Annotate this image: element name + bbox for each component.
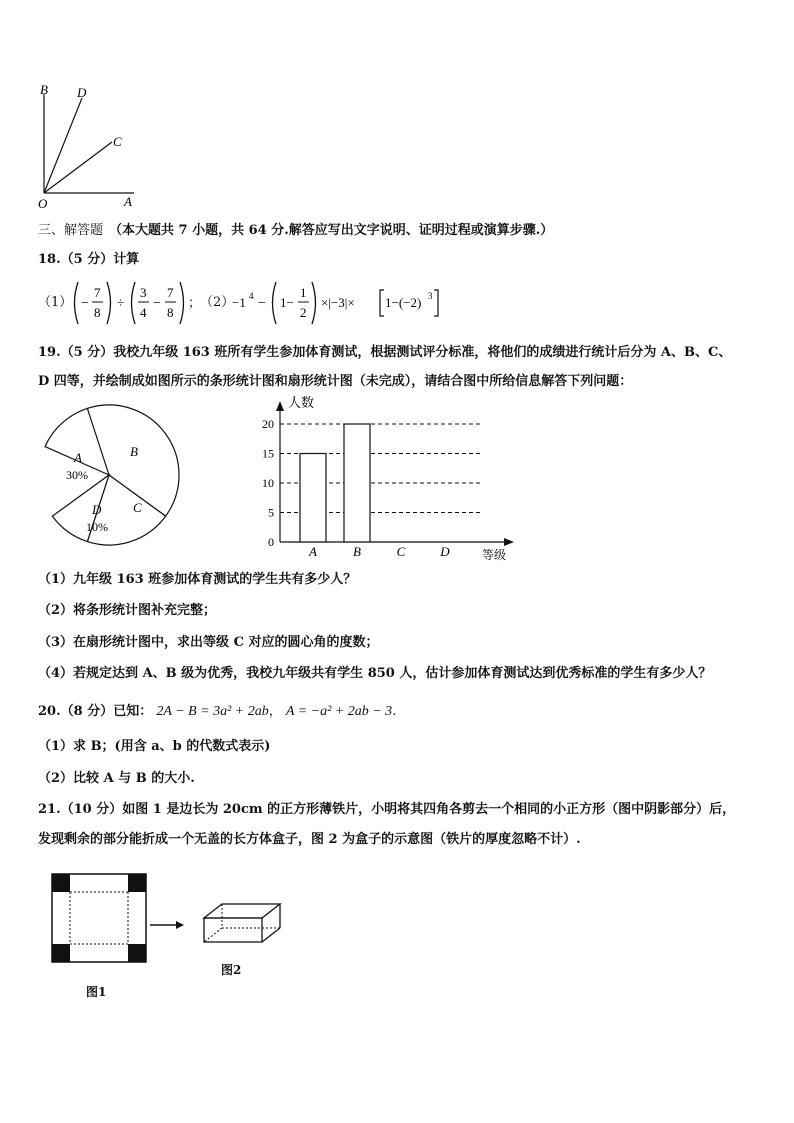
svg-text:；: ；: [188, 295, 202, 310]
svg-text:1: 1: [300, 285, 307, 300]
q20-sep: ，: [268, 704, 282, 719]
label-O: O: [38, 196, 48, 211]
svg-text:1−(−2): 1−(−2): [385, 295, 422, 310]
svg-text:3: 3: [428, 291, 433, 301]
svg-text:×|−3|×: ×|−3|×: [321, 295, 355, 310]
svg-text:÷: ÷: [117, 295, 125, 310]
y-tick-label-10: 10: [262, 476, 274, 490]
q21-figure2: [200, 900, 290, 950]
pie-label-A: A: [74, 450, 82, 465]
svg-text:−: −: [153, 296, 161, 311]
q19-sub3: （3）在扇形统计图中，求出等级 C 对应的圆心角的度数；: [38, 635, 379, 650]
svg-text:8: 8: [167, 305, 174, 320]
q21-line1: 21.（10 分）如图 1 是边长为 20cm 的正方形薄铁片，小明将其四角各剪去一个相同的小正方形（图中阴影部分）后，: [38, 802, 736, 817]
label-D: D: [77, 85, 87, 100]
svg-text:4: 4: [140, 305, 147, 320]
svg-text:−: −: [81, 296, 89, 311]
x-tick-label-C: C: [396, 544, 406, 559]
label-C: C: [113, 134, 122, 149]
q18-p1-label: （1）: [38, 295, 73, 310]
section3-note: （本大题共 7 小题，共 64 分.解答应写出文字说明、证明过程或演算步骤.）: [109, 223, 554, 238]
y-tick-label-20: 20: [262, 417, 274, 431]
q18-title: 18.（5 分）计算: [38, 252, 140, 267]
svg-text:1−: 1−: [280, 295, 294, 310]
angle-figure: [30, 80, 150, 215]
y-tick-label-0: 0: [268, 535, 274, 549]
q20-sub2: （2）比较 A 与 B 的大小.: [38, 771, 195, 786]
q19-sub2: （2）将条形统计图补充完整；: [38, 603, 217, 618]
x-axis-arrow: [504, 538, 514, 546]
q20-title: 20.（8 分）已知：: [38, 704, 153, 719]
q18-p1-expression: [70, 278, 220, 328]
pie-label-C: C: [133, 500, 142, 515]
q18-expressions: [38, 278, 478, 328]
q20-sub1: （1）求 B；(用含 a、b 的代数式表示): [38, 739, 271, 754]
bar-B: [344, 424, 370, 542]
q19-sub1: （1）九年级 163 班参加体育测试的学生共有多少人？: [38, 572, 357, 587]
q21-line2: 发现剩余的部分能折成一个无盖的长方体盒子，图 2 为盒子的示意图（铁片的厚度忽略不计）.: [38, 832, 581, 847]
q18-p2-expression: [232, 278, 482, 328]
svg-text:8: 8: [94, 305, 101, 320]
pie-label-B: B: [130, 444, 138, 459]
q21-fig1-caption: 图1: [86, 985, 107, 999]
pie-chart: [36, 404, 186, 549]
svg-text:7: 7: [94, 285, 101, 300]
x-tick-label-A: A: [309, 544, 317, 559]
q20-given2: A = −a² + 2ab − 3: [285, 704, 393, 719]
label-A: A: [124, 194, 132, 209]
bar-chart: [250, 395, 507, 565]
svg-text:2: 2: [300, 305, 307, 320]
svg-text:7: 7: [167, 285, 174, 300]
pie-label-D: D: [92, 502, 102, 517]
y-tick-label-15: 15: [262, 446, 274, 461]
y-axis-arrow: [276, 401, 284, 411]
x-tick-label-D: D: [440, 544, 450, 559]
q20-given1: 2A − B = 3a² + 2ab: [156, 704, 269, 719]
section3-heading: 三、解答题 （本大题共 7 小题，共 64 分.解答应写出文字说明、证明过程或演算步骤.）: [38, 223, 554, 238]
q18-p2-label: （2）: [200, 295, 235, 310]
svg-text:4: 4: [249, 291, 254, 301]
svg-text:−1: −1: [232, 295, 246, 310]
q21-figure1: [50, 872, 190, 967]
pie-value-D: 10%: [86, 520, 108, 534]
q20-line: [38, 703, 396, 721]
y-axis-label: 人数: [288, 395, 315, 410]
pie-value-A: 30%: [66, 468, 88, 482]
y-tick-label-5: 5: [268, 505, 274, 520]
x-tick-label-B: B: [353, 544, 361, 559]
svg-text:3: 3: [140, 285, 147, 300]
svg-text:−: −: [258, 296, 266, 311]
q19-sub4: （4）若规定达到 A、B 级为优秀，我校九年级共有学生 850 人，估计参加体育测试达到优秀标准的学生有多少人？: [38, 666, 712, 681]
q19-line2: D 四等，并绘制成如图所示的条形统计图和扇形统计图（未完成），请结合图中所给信息解答下列问题：: [38, 374, 633, 389]
bar-A: [300, 454, 326, 543]
q19-line1: 19.（5 分）我校九年级 163 班所有学生参加体育测试，根据测试评分标准，将他们的成绩进行统计后分为 A、B、C、: [38, 345, 732, 360]
q21-fig2-caption: 图2: [221, 963, 242, 977]
label-B: B: [40, 82, 48, 97]
x-axis-label: 等级: [482, 548, 507, 562]
q20-end: .: [392, 704, 397, 719]
